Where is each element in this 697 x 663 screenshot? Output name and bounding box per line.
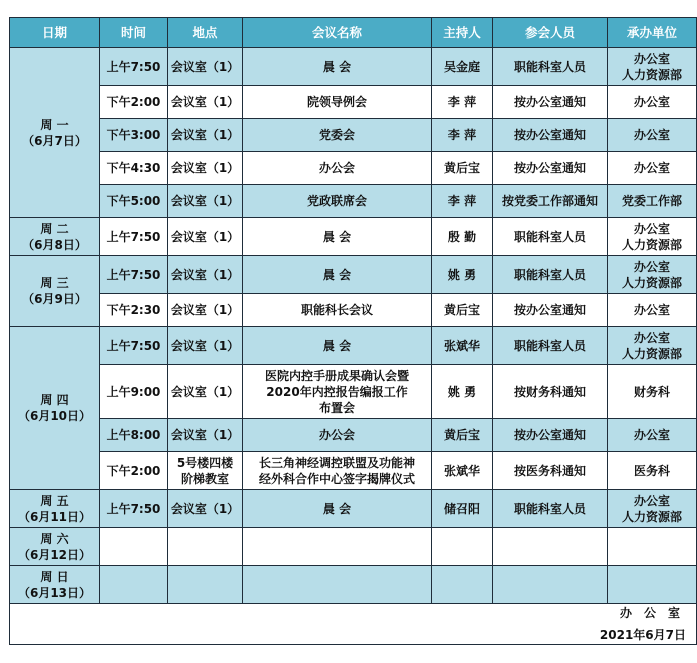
host-cell: 李 萍 bbox=[432, 119, 493, 152]
organizer-cell: 党委工作部 bbox=[608, 185, 697, 218]
meeting-name-cell: 晨 会 bbox=[243, 327, 432, 365]
header-meeting-name: 会议名称 bbox=[243, 18, 432, 48]
attendees-cell: 职能科室人员 bbox=[493, 48, 608, 86]
organizer-cell: 办公室 人力资源部 bbox=[608, 256, 697, 294]
meeting-name-cell: 职能科长会议 bbox=[243, 294, 432, 327]
attendees-cell: 职能科室人员 bbox=[493, 218, 608, 256]
host-cell: 李 萍 bbox=[432, 185, 493, 218]
meeting-name-cell: 医院内控手册成果确认会暨 2020年内控报告编报工作 布置会 bbox=[243, 365, 432, 419]
place-cell: 会议室（1） bbox=[168, 365, 243, 419]
organizer-cell: 财务科 bbox=[608, 365, 697, 419]
organizer-cell: 办公室 bbox=[608, 152, 697, 185]
attendees-cell: 按办公室通知 bbox=[493, 419, 608, 452]
place-cell: 会议室（1） bbox=[168, 327, 243, 365]
organizer-cell: 办公室 bbox=[608, 119, 697, 152]
time-cell: 上午7:50 bbox=[100, 48, 168, 86]
attendees-cell: 按财务科通知 bbox=[493, 365, 608, 419]
place-cell: 会议室（1） bbox=[168, 419, 243, 452]
time-cell: 上午7:50 bbox=[100, 218, 168, 256]
host-cell: 储召阳 bbox=[432, 490, 493, 528]
table-row bbox=[10, 256, 697, 294]
organizer-cell: 办公室 人力资源部 bbox=[608, 490, 697, 528]
day-cell: 周 三 （6月9日） bbox=[10, 256, 100, 327]
attendees-cell bbox=[493, 566, 608, 604]
time-cell: 上午8:00 bbox=[100, 419, 168, 452]
host-cell: 黄后宝 bbox=[432, 294, 493, 327]
table-row bbox=[10, 48, 697, 86]
attendees-cell bbox=[493, 528, 608, 566]
day-cell: 周 日 （6月13日） bbox=[10, 566, 100, 604]
time-cell: 下午4:30 bbox=[100, 152, 168, 185]
meeting-name-cell: 党政联席会 bbox=[243, 185, 432, 218]
place-cell: 会议室（1） bbox=[168, 256, 243, 294]
attendees-cell: 按办公室通知 bbox=[493, 86, 608, 119]
host-cell: 张斌华 bbox=[432, 327, 493, 365]
host-cell bbox=[432, 528, 493, 566]
host-cell bbox=[432, 566, 493, 604]
attendees-cell: 按医务科通知 bbox=[493, 452, 608, 490]
time-cell: 上午7:50 bbox=[100, 327, 168, 365]
organizer-cell: 医务科 bbox=[608, 452, 697, 490]
meeting-schedule-table bbox=[9, 17, 697, 645]
host-cell: 张斌华 bbox=[432, 452, 493, 490]
host-cell: 黄后宝 bbox=[432, 152, 493, 185]
header-host: 主持人 bbox=[432, 18, 493, 48]
day-cell: 周 二 （6月8日） bbox=[10, 218, 100, 256]
organizer-cell: 办公室 人力资源部 bbox=[608, 327, 697, 365]
place-cell bbox=[168, 528, 243, 566]
time-cell: 下午3:00 bbox=[100, 119, 168, 152]
attendees-cell: 职能科室人员 bbox=[493, 256, 608, 294]
header-attendees: 参会人员 bbox=[493, 18, 608, 48]
table-row bbox=[10, 185, 697, 218]
header-place: 地点 bbox=[168, 18, 243, 48]
schedule-body bbox=[10, 48, 697, 645]
table-row bbox=[10, 452, 697, 490]
footer-office: 办 公 室 bbox=[619, 606, 680, 620]
day-cell: 周 六 （6月12日） bbox=[10, 528, 100, 566]
time-cell: 上午7:50 bbox=[100, 256, 168, 294]
time-cell: 上午7:50 bbox=[100, 490, 168, 528]
attendees-cell: 职能科室人员 bbox=[493, 490, 608, 528]
attendees-cell: 按党委工作部通知 bbox=[493, 185, 608, 218]
time-cell bbox=[100, 528, 168, 566]
time-cell: 上午9:00 bbox=[100, 365, 168, 419]
table-row bbox=[10, 119, 697, 152]
place-cell: 会议室（1） bbox=[168, 218, 243, 256]
place-cell: 会议室（1） bbox=[168, 86, 243, 119]
day-cell: 周 一 （6月7日） bbox=[10, 48, 100, 218]
header-date: 日期 bbox=[10, 18, 100, 48]
place-cell bbox=[168, 566, 243, 604]
attendees-cell: 职能科室人员 bbox=[493, 327, 608, 365]
day-cell: 周 五 （6月11日） bbox=[10, 490, 100, 528]
host-cell: 吴金庭 bbox=[432, 48, 493, 86]
table-row bbox=[10, 86, 697, 119]
time-cell: 下午2:00 bbox=[100, 452, 168, 490]
attendees-cell: 按办公室通知 bbox=[493, 294, 608, 327]
footer-row bbox=[10, 604, 697, 645]
meeting-name-cell: 晨 会 bbox=[243, 48, 432, 86]
organizer-cell: 办公室 bbox=[608, 86, 697, 119]
organizer-cell: 办公室 人力资源部 bbox=[608, 48, 697, 86]
host-cell: 殷 勤 bbox=[432, 218, 493, 256]
meeting-name-cell: 晨 会 bbox=[243, 256, 432, 294]
host-cell: 姚 勇 bbox=[432, 365, 493, 419]
meeting-name-cell bbox=[243, 528, 432, 566]
time-cell bbox=[100, 566, 168, 604]
place-cell: 会议室（1） bbox=[168, 185, 243, 218]
table-row bbox=[10, 218, 697, 256]
organizer-cell: 办公室 bbox=[608, 419, 697, 452]
organizer-cell bbox=[608, 566, 697, 604]
place-cell: 会议室（1） bbox=[168, 48, 243, 86]
time-cell: 下午5:00 bbox=[100, 185, 168, 218]
organizer-cell: 办公室 人力资源部 bbox=[608, 218, 697, 256]
place-cell: 5号楼四楼 阶梯教室 bbox=[168, 452, 243, 490]
day-cell: 周 四 （6月10日） bbox=[10, 327, 100, 490]
meeting-name-cell: 办公会 bbox=[243, 419, 432, 452]
meeting-name-cell: 晨 会 bbox=[243, 490, 432, 528]
time-cell: 下午2:00 bbox=[100, 86, 168, 119]
place-cell: 会议室（1） bbox=[168, 119, 243, 152]
table-row bbox=[10, 566, 697, 604]
header-organizer: 承办单位 bbox=[608, 18, 697, 48]
meeting-name-cell: 办公会 bbox=[243, 152, 432, 185]
footer-cell bbox=[10, 604, 697, 645]
attendees-cell: 按办公室通知 bbox=[493, 152, 608, 185]
meeting-name-cell: 党委会 bbox=[243, 119, 432, 152]
table-row bbox=[10, 327, 697, 365]
table-row bbox=[10, 490, 697, 528]
footer-date: 2021年6月7日 bbox=[599, 628, 686, 642]
header-row bbox=[10, 18, 697, 48]
attendees-cell: 按办公室通知 bbox=[493, 119, 608, 152]
table-row bbox=[10, 294, 697, 327]
host-cell: 姚 勇 bbox=[432, 256, 493, 294]
header-time: 时间 bbox=[100, 18, 168, 48]
host-cell: 黄后宝 bbox=[432, 419, 493, 452]
table-row bbox=[10, 152, 697, 185]
table-row bbox=[10, 365, 697, 419]
table-row bbox=[10, 419, 697, 452]
meeting-name-cell: 晨 会 bbox=[243, 218, 432, 256]
place-cell: 会议室（1） bbox=[168, 152, 243, 185]
place-cell: 会议室（1） bbox=[168, 294, 243, 327]
meeting-name-cell: 长三角神经调控联盟及功能神 经外科合作中心签字揭牌仪式 bbox=[243, 452, 432, 490]
organizer-cell: 办公室 bbox=[608, 294, 697, 327]
time-cell: 下午2:30 bbox=[100, 294, 168, 327]
place-cell: 会议室（1） bbox=[168, 490, 243, 528]
host-cell: 李 萍 bbox=[432, 86, 493, 119]
organizer-cell bbox=[608, 528, 697, 566]
meeting-name-cell: 院领导例会 bbox=[243, 86, 432, 119]
meeting-name-cell bbox=[243, 566, 432, 604]
table-row bbox=[10, 528, 697, 566]
